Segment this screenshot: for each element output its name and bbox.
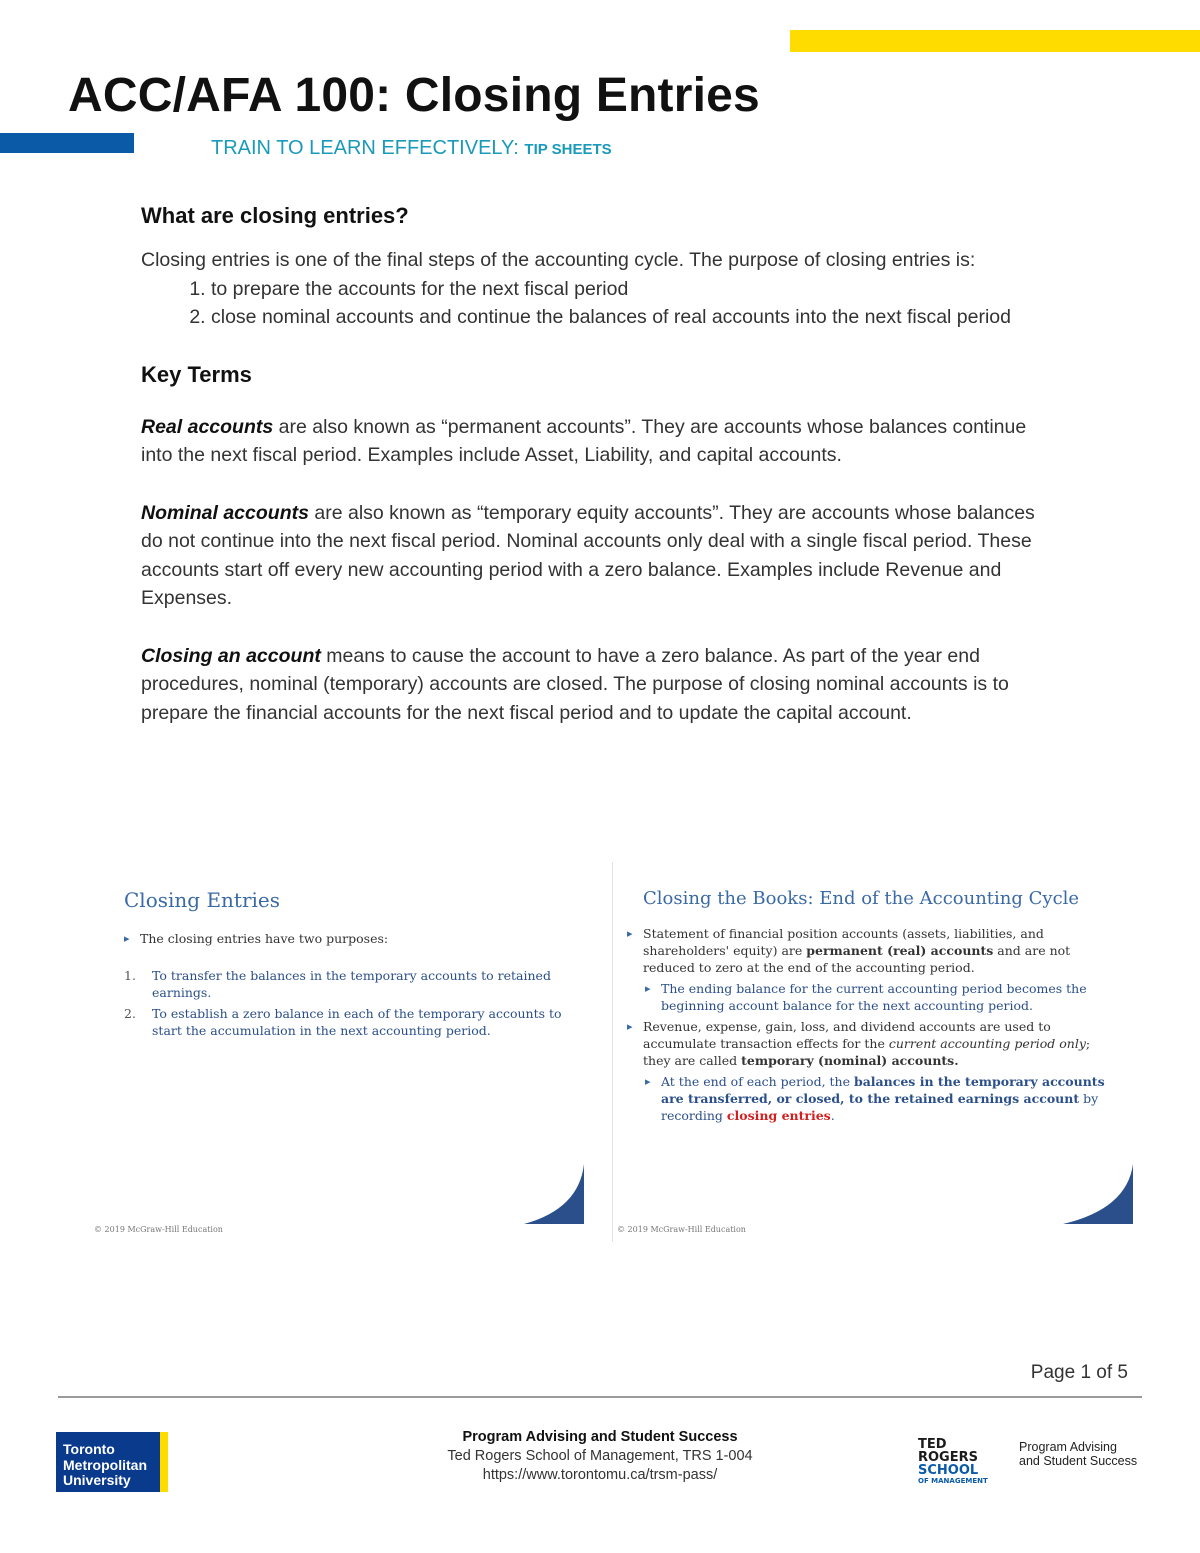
list-item: 1. to prepare the accounts for the next fiscal period <box>211 275 1061 304</box>
term-label: Nominal accounts <box>141 501 309 524</box>
slide-list <box>625 925 1107 1124</box>
section-heading-key-terms: Key Terms <box>141 361 252 387</box>
footer-url[interactable]: https://www.torontomu.ca/trsm-pass/ <box>482 1467 718 1483</box>
slide-bullet: ▸ Statement of financial position accounts (assets, liabilities, and shareholders' equity) are permanent (real) accounts and are not reduced to zero at the end of the accounting period. <box>625 925 1107 976</box>
subtitle-small: TIP SHEETS <box>524 141 612 158</box>
term-label: Closing an account <box>141 644 321 667</box>
slide-title: Closing Entries <box>124 888 281 912</box>
footer-divider <box>58 1396 1142 1398</box>
term-definition: are also known as “permanent accounts”. They are accounts whose balances continue into the next fiscal period. Examples include Asset, Liability, and capital accounts. <box>141 415 1027 466</box>
tmu-logo-text: Toronto Metropolitan University <box>63 1441 147 1488</box>
term-definition: are also known as “temporary equity accounts”. They are accounts whose balances do not continue into the next fiscal period. Nominal accounts only deal with a single fiscal period. These accounts start off every new accounting period with a zero balance. Examples include Revenue and Expenses. <box>141 501 1035 609</box>
term-nominal-accounts <box>141 499 1061 613</box>
page-subtitle <box>211 137 612 160</box>
slide-numbered-item: 2. To establish a zero balance in each of the temporary accounts to start the accumulation in the next accounting period. <box>124 1006 562 1038</box>
slide-numbered-list <box>124 967 564 1039</box>
slide-sub-bullet: ▸ At the end of each period, the balances in the temporary accounts are transferred, or closed, to the retained earnings account by recording closing entries. <box>643 1073 1107 1124</box>
subtitle-main: TRAIN TO LEARN EFFECTIVELY: <box>211 137 519 159</box>
footer-address: Ted Rogers School of Management, TRS 1-004 <box>447 1448 753 1464</box>
slide-bullet: ▸ Revenue, expense, gain, loss, and dividend accounts are used to accumulate transaction effects for the current accounting period only; they are called temporary (nominal) accounts. <box>625 1018 1107 1069</box>
intro-paragraph: Closing entries is one of the final steps of the accounting cycle. The purpose of closing entries is: <box>141 249 976 271</box>
slide-corner-wedge-icon <box>524 1164 584 1224</box>
slide-title: Closing the Books: End of the Accounting Cycle <box>643 888 1080 909</box>
ted-rogers-logo: TED ROGERS SCHOOL OF MANAGEMENT <box>918 1437 988 1485</box>
section-heading-what: What are closing entries? <box>141 203 409 228</box>
term-real-accounts <box>141 413 1061 470</box>
slide-corner-wedge-icon <box>1063 1164 1133 1224</box>
page-number: Page 1 of 5 <box>1030 1362 1128 1383</box>
slide-copyright: © 2019 McGraw-Hill Education <box>94 1225 223 1234</box>
page-title: ACC/AFA 100: Closing Entries <box>68 69 760 122</box>
footer-org: Program Advising and Student Success <box>462 1429 738 1445</box>
left-blue-bar <box>0 133 134 153</box>
slide-sub-bullet: ▸ The ending balance for the current accounting period becomes the beginning account balance for the next accounting period. <box>643 980 1107 1014</box>
footer-contact <box>350 1428 850 1485</box>
slide-copyright: © 2019 McGraw-Hill Education <box>617 1225 746 1234</box>
main-content <box>141 200 1061 756</box>
tmu-logo-accent <box>160 1432 168 1492</box>
slide-closing-the-books <box>612 862 1143 1242</box>
term-definition: means to cause the account to have a zero balance. As part of the year end procedures, nominal (temporary) accounts are closed. The purpose of closing nominal accounts is to prepare the financial accounts for the next fiscal period and to update the capital account. <box>141 644 1009 724</box>
slide-closing-entries <box>94 862 594 1242</box>
slide-bullet: ▸ The closing entries have two purposes: <box>122 930 554 947</box>
pass-logo-text: Program Advising and Student Success <box>1019 1440 1138 1468</box>
term-label: Real accounts <box>141 415 274 438</box>
slide-list <box>122 930 554 947</box>
term-closing-account <box>141 642 1061 728</box>
purpose-list <box>141 275 1061 332</box>
list-item: 2. close nominal accounts and continue the balances of real accounts into the next fiscal period <box>211 303 1061 332</box>
top-yellow-bar <box>790 30 1200 52</box>
slide-numbered-item: 1. To transfer the balances in the temporary accounts to retained earnings. <box>124 968 551 1000</box>
